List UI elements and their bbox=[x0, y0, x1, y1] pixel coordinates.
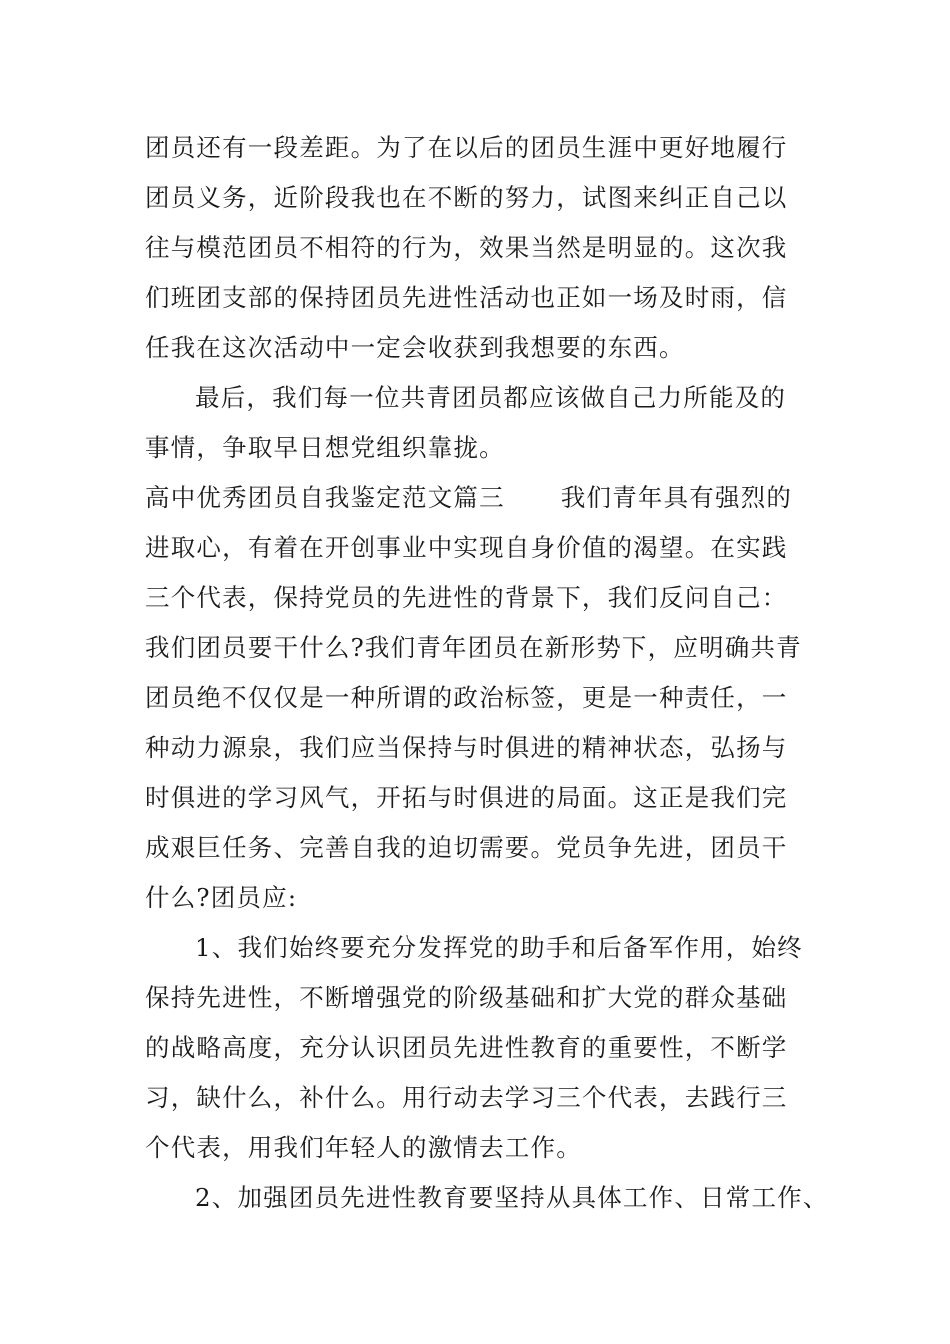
text-line: 成艰巨任务、完善自我的迫切需要。党员争先进，团员干 bbox=[145, 833, 788, 862]
heading-line bbox=[145, 480, 845, 516]
text-line: 我们团员要干什么?我们青年团员在新形势下，应明确共青 bbox=[145, 633, 802, 662]
text-line: 种动力源泉，我们应当保持与时俱进的精神状态，弘扬与 bbox=[145, 733, 788, 762]
text-line: 什么?团员应: bbox=[145, 883, 298, 912]
text-line: 事情，争取早日想党组织靠拢。 bbox=[145, 433, 505, 462]
paragraph-start-line: 2、加强团员先进性教育要坚持从具体工作、日常工作、 bbox=[195, 1183, 829, 1212]
paragraph-start-line: 最后，我们每一位共青团员都应该做自己力所能及的 bbox=[195, 383, 787, 412]
text-line: 往与模范团员不相符的行为，效果当然是明显的。这次我 bbox=[145, 233, 788, 262]
text-line: 的战略高度，充分认识团员先进性教育的重要性，不断学 bbox=[145, 1033, 788, 1062]
text-line: 任我在这次活动中一定会收获到我想要的东西。 bbox=[145, 333, 685, 362]
paragraph-start-line: 1、我们始终要充分发挥党的助手和后备军作用，始终 bbox=[195, 933, 803, 962]
text-line: 保持先进性，不断增强党的阶级基础和扩大党的群众基础 bbox=[145, 983, 788, 1012]
text-line: 时俱进的学习风气，开拓与时俱进的局面。这正是我们完 bbox=[145, 783, 788, 812]
text-line: 习，缺什么，补什么。用行动去学习三个代表，去践行三 bbox=[145, 1083, 788, 1112]
section-heading: 高中优秀团员自我鉴定范文篇三 bbox=[145, 483, 505, 512]
text-line: 三个代表，保持党员的先进性的背景下，我们反问自己： bbox=[145, 583, 788, 612]
heading-trailing-text: 我们青年具有强烈的 bbox=[560, 483, 793, 512]
text-line: 们班团支部的保持团员先进性活动也正如一场及时雨，信 bbox=[145, 283, 788, 312]
text-line: 个代表，用我们年轻人的激情去工作。 bbox=[145, 1133, 582, 1162]
text-line: 团员义务，近阶段我也在不断的努力，试图来纠正自己以 bbox=[145, 183, 788, 212]
text-line: 团员绝不仅仅是一种所谓的政治标签，更是一种责任，一 bbox=[145, 683, 788, 712]
text-line: 进取心，有着在开创事业中实现自身价值的渴望。在实践 bbox=[145, 533, 788, 562]
text-line: 团员还有一段差距。为了在以后的团员生涯中更好地履行 bbox=[145, 133, 788, 162]
